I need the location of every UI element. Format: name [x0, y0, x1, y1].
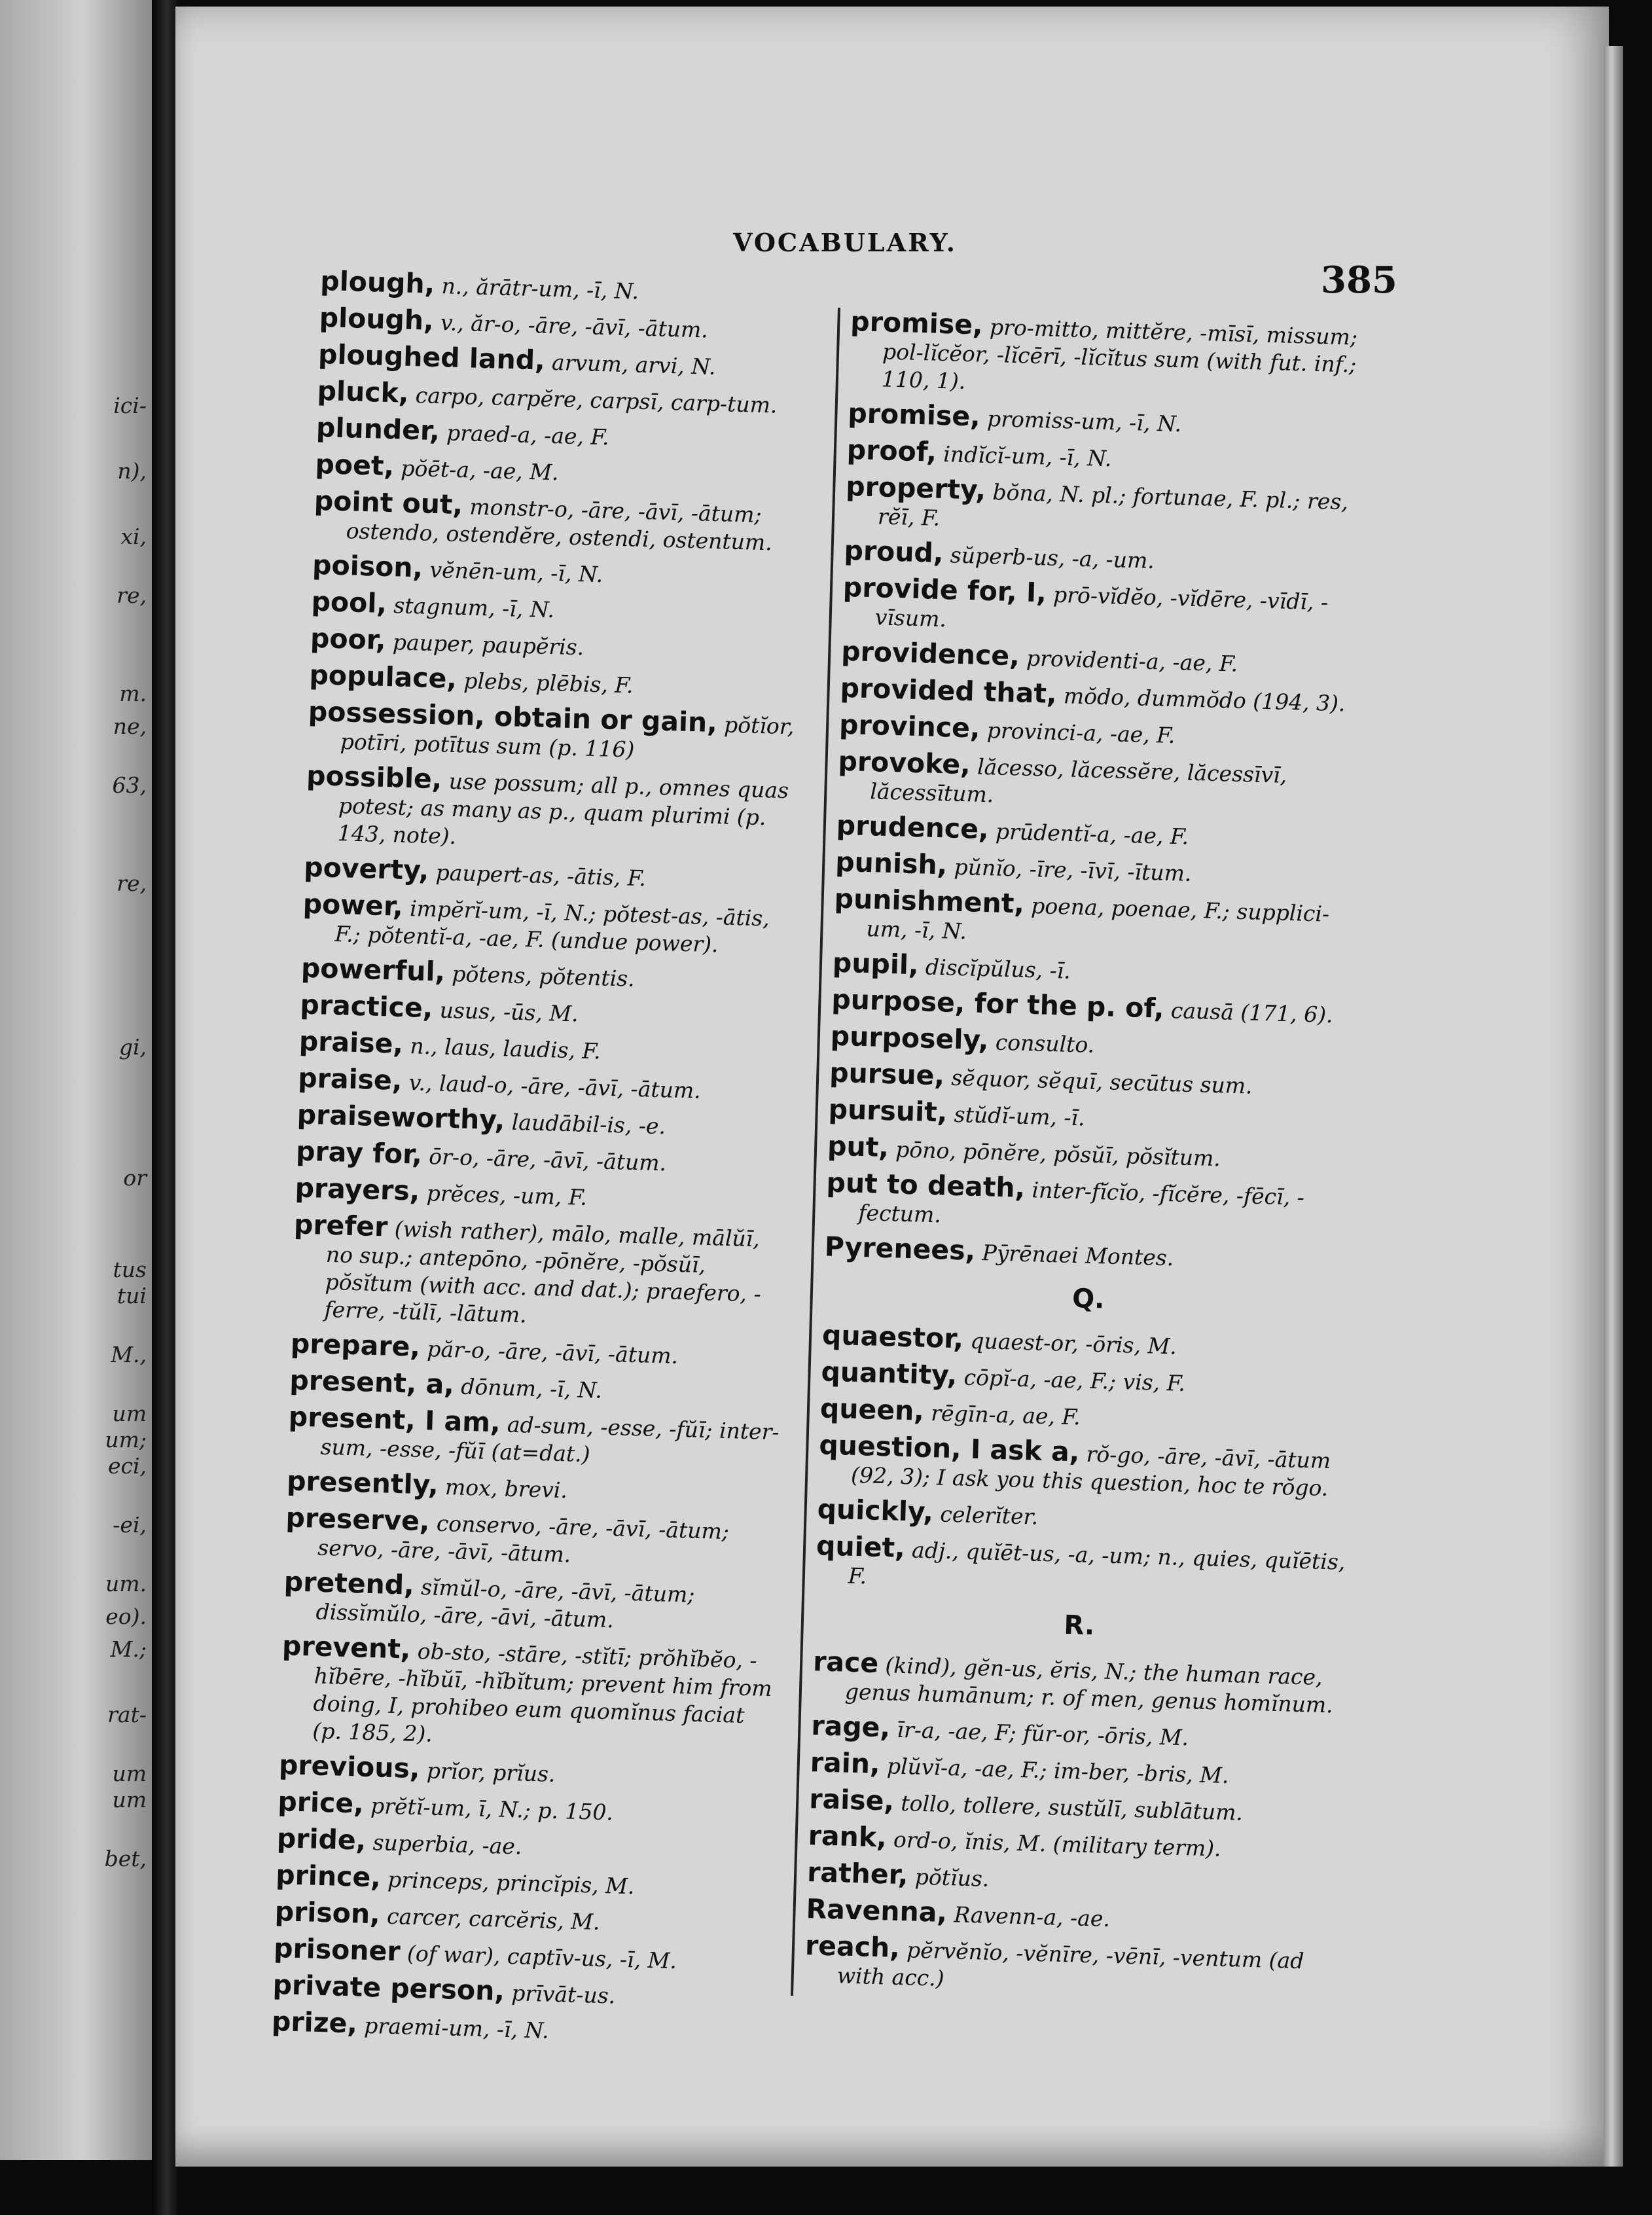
- entry-definition: laudābil-is, -e.: [504, 1109, 666, 1140]
- entry-definition: ōr-o, -āre, -āvī, -ātum.: [422, 1143, 667, 1176]
- vocabulary-entry: [313, 484, 812, 558]
- facing-page-fragment: [0, 0, 152, 2160]
- entry-headword: rage,: [810, 1710, 891, 1744]
- entry-headword: quaestor,: [821, 1319, 964, 1355]
- entry-headword: promise,: [847, 397, 981, 433]
- entry-headword: quiet,: [816, 1530, 906, 1564]
- entry-headword: rank,: [808, 1820, 888, 1854]
- facing-page-text-fragment: gi,: [118, 1034, 147, 1060]
- entry-headword: populace,: [308, 658, 458, 695]
- entry-headword: Ravenna,: [806, 1893, 948, 1929]
- vocabulary-entry: [285, 1504, 783, 1574]
- entry-headword: promise,: [850, 306, 984, 341]
- entry-headword: punishment,: [834, 882, 1025, 920]
- entry-headword: present, a,: [289, 1364, 455, 1401]
- entry-definition: prīvāt-us.: [504, 1979, 616, 2009]
- facing-page-text-fragment: re,: [117, 583, 147, 608]
- entry-headword: quantity,: [820, 1356, 958, 1392]
- vocabulary-entry: [307, 695, 806, 768]
- entry-headword: purpose, for the p. of,: [831, 983, 1165, 1024]
- facing-page-text-fragment: n),: [117, 458, 147, 484]
- entry-headword: pray for,: [295, 1135, 423, 1170]
- entry-definition: pro-mitto, mittĕre, -mīsī, missum; pol-lĭcĕor, -lĭcērī, -lĭcĭtus sum (with fut. inf.; 110, 1).: [881, 314, 1358, 394]
- entry-definition: v., laud-o, -āre, -āvī, -ātum.: [401, 1069, 702, 1104]
- entry-headword: punish,: [835, 846, 948, 881]
- vocabulary-entry: [848, 308, 1380, 407]
- entry-definition: plŭvĭ-a, -ae, F.; im-ber, -bris, M.: [879, 1753, 1230, 1788]
- entry-headword: private person,: [272, 1968, 505, 2007]
- vocabulary-entry: [815, 1532, 1346, 1604]
- entry-definition: providenti-a, -ae, F.: [1019, 645, 1238, 677]
- entry-definition: carpo, carpĕre, carpsī, carp-tum.: [408, 382, 778, 418]
- entry-headword: proud,: [843, 534, 944, 569]
- entry-definition: prūdentĭ-a, -ae, F.: [988, 818, 1189, 850]
- book-gutter: [152, 0, 177, 2215]
- vocabulary-entry: [804, 1932, 1335, 2004]
- facing-page-text-fragment: 63,: [112, 772, 147, 798]
- vocabulary-entry: [304, 759, 804, 860]
- entry-headword: prince,: [275, 1859, 382, 1894]
- entry-headword: ploughed land,: [317, 338, 546, 376]
- entry-definition: bŏna, N. pl.; fortunae, F. pl.; res, rĕī, F.: [877, 478, 1349, 531]
- vocabulary-entry: [283, 1568, 781, 1638]
- entry-definition: celerĭter.: [933, 1501, 1039, 1530]
- entry-headword: Pyrenees,: [824, 1231, 976, 1267]
- entry-definition: monstr-o, -āre, -āvī, -ātum; ostendo, ostendĕre, ostendi, ostentum.: [346, 494, 773, 556]
- entry-definition: mŏdo, dummŏdo (194, 3).: [1056, 683, 1346, 717]
- entry-headword: poison,: [312, 549, 423, 584]
- entry-definition: vĕnēn-um, -ī, N.: [422, 556, 603, 588]
- entry-headword: reach,: [804, 1930, 901, 1964]
- entry-headword: pupil,: [832, 946, 920, 981]
- entry-definition: mox, brevi.: [438, 1473, 568, 1504]
- entry-definition: arvum, arvi, N.: [545, 349, 717, 380]
- entry-headword: put to death,: [825, 1166, 1026, 1204]
- facing-page-text-fragment: eo).: [105, 1604, 147, 1629]
- vocabulary-entry: [842, 573, 1373, 645]
- entry-definition: pŏtĭus.: [907, 1864, 990, 1892]
- entry-definition: pōno, pōnĕre, pŏsŭī, pŏsĭtum.: [888, 1136, 1221, 1172]
- entry-headword: praise,: [297, 1062, 403, 1096]
- entry-headword: possession, obtain or gain,: [308, 695, 718, 739]
- page-number: 385: [1321, 259, 1397, 302]
- entry-headword: rather,: [806, 1856, 909, 1891]
- entry-headword: pursue,: [829, 1056, 945, 1092]
- entry-definition: poena, poenae, F.; supplici-um, -ī, N.: [865, 892, 1330, 945]
- entry-definition: (of war), captīv-us, -ī, M.: [400, 1940, 677, 1974]
- vocabulary-entry: [828, 1093, 1359, 1140]
- entry-headword: put,: [827, 1130, 889, 1164]
- entry-headword: poor,: [310, 622, 387, 656]
- entry-headword: praise,: [298, 1025, 404, 1060]
- entry-definition: v., ăr-o, -āre, -āvī, -ātum.: [433, 309, 709, 343]
- facing-page-text-fragment: rat-: [107, 1702, 147, 1727]
- facing-page-text-fragment: tus: [113, 1257, 147, 1282]
- entry-definition: carcer, carcĕris, M.: [380, 1903, 601, 1935]
- entry-headword: race: [812, 1646, 879, 1679]
- vocabulary-entry: [287, 1403, 786, 1473]
- entry-definition: Ravenn-a, -ae.: [946, 1901, 1111, 1932]
- entry-headword: power,: [302, 888, 404, 922]
- facing-page-text-fragment: xi,: [120, 524, 147, 549]
- entry-headword: pursuit,: [828, 1093, 948, 1128]
- entry-headword: provide for, I,: [842, 571, 1047, 609]
- entry-definition: sĭmŭl-o, -āre, -āvī, -ātum; dissĭmŭlo, -āre, -āvi, -ātum.: [315, 1574, 695, 1633]
- entry-headword: prison,: [274, 1896, 381, 1930]
- entry-headword: possible,: [306, 759, 443, 795]
- entry-headword: prudence,: [836, 809, 990, 846]
- vocabulary-entry: [818, 1431, 1350, 1503]
- facing-page-text-fragment: um: [112, 1787, 147, 1812]
- entry-headword: question, I ask a,: [818, 1429, 1080, 1468]
- entry-definition: impĕrĭ-um, -ī, N.; pŏtest-as, -ātis, F.; pŏtentĭ-a, -ae, F. (undue power).: [334, 895, 770, 958]
- entry-definition: pĕrvĕnĭo, -vĕnīre, -vēnī, -ventum (ad with acc.): [836, 1937, 1304, 1991]
- facing-page-text-fragment: -ei,: [113, 1512, 147, 1538]
- entry-headword: present, I am,: [288, 1401, 501, 1439]
- entry-definition: Pȳrēnaei Montes.: [975, 1239, 1174, 1271]
- vocabulary-entry: [809, 1785, 1340, 1829]
- entry-definition: praed-a, -ae, F.: [439, 420, 610, 450]
- entry-headword: pretend,: [283, 1566, 415, 1601]
- entry-headword: prefer: [293, 1208, 389, 1243]
- entry-definition: stagnum, -ī, N.: [386, 592, 555, 623]
- entry-headword: point out,: [314, 484, 463, 521]
- facing-page-text-fragment: um;: [105, 1427, 147, 1452]
- entry-definition: usus, -ūs, M.: [432, 997, 579, 1027]
- vocabulary-entry: [291, 1210, 791, 1336]
- section-letter: Q.: [1071, 1284, 1105, 1315]
- entry-definition: dōnum, -ī, N.: [454, 1373, 603, 1403]
- entry-headword: provided that,: [840, 672, 1058, 710]
- entry-definition: superbia, -ae.: [365, 1829, 522, 1860]
- entry-definition: use possum; all p., omnes quas potest; as many as p., quam plurimi (p. 143, note).: [337, 768, 789, 850]
- facing-page-text-fragment: or: [123, 1165, 147, 1191]
- running-head: VOCABULARY.: [733, 228, 957, 257]
- entry-headword: preserve,: [285, 1502, 431, 1538]
- entry-definition: stŭdĭ-um, -ī.: [946, 1101, 1086, 1131]
- entry-definition: ad-sum, -esse, -fŭī; inter-sum, -esse, -fŭī (at=dat.): [320, 1411, 780, 1468]
- facing-page-text-fragment: bet,: [104, 1846, 147, 1871]
- entry-definition: discĭpŭlus, -ī.: [918, 954, 1071, 984]
- entry-headword: price,: [277, 1786, 365, 1820]
- entry-headword: property,: [845, 470, 986, 506]
- entry-headword: practice,: [299, 988, 434, 1024]
- section-letter: R.: [1063, 1610, 1095, 1642]
- vocabulary-entry: [812, 1648, 1343, 1720]
- entry-definition: ob-sto, -stāre, -stĭtī; prŏhĭbĕo, -hĭbēre, -hĭbŭī, -hĭbĭtum; prevent him from doing, I, prohibeo eum quomĭnus faciat (p. 185, 2).: [312, 1638, 773, 1747]
- entry-definition: promiss-um, -ī, N.: [980, 405, 1182, 437]
- entry-headword: presently,: [286, 1465, 439, 1501]
- entry-definition: lăcesso, lăcessĕre, lăcessīvī, lăcessītum.: [869, 753, 1287, 808]
- entry-definition: prō-vĭdĕo, -vĭdēre, -vīdī, -vīsum.: [874, 581, 1329, 632]
- entry-definition: prĕtĭ-um, ī, N.; p. 150.: [363, 1792, 614, 1826]
- vocabulary-entry: [837, 747, 1369, 819]
- entry-definition: pŏtens, pŏtentis.: [444, 960, 636, 992]
- entry-headword: province,: [838, 708, 981, 744]
- entry-headword: praiseworthy,: [296, 1098, 506, 1136]
- vocabulary-entry: [811, 1712, 1342, 1756]
- vocabulary-entry: [825, 1168, 1357, 1240]
- entry-definition: causā (171, 6).: [1163, 997, 1334, 1028]
- entry-definition: prĭor, prĭus.: [419, 1757, 556, 1787]
- entry-definition: conservo, -āre, -āvī, -ātum; servo, -āre, -āvī, -ātum.: [317, 1510, 730, 1568]
- facing-page-text-fragment: tui: [117, 1283, 147, 1308]
- entry-definition: sŭperb-us, -a, -um.: [943, 542, 1155, 574]
- facing-page-text-fragment: um: [112, 1401, 147, 1426]
- facing-page-text-fragment: ne,: [113, 713, 147, 739]
- entry-headword: poet,: [314, 448, 395, 482]
- entry-headword: pluck,: [317, 374, 410, 409]
- entry-definition: n., ărātr-um, -ī, N.: [434, 272, 639, 304]
- entry-headword: pool,: [311, 585, 387, 620]
- entry-definition: prĕces, -um, F.: [419, 1180, 588, 1210]
- entry-headword: raise,: [808, 1783, 895, 1817]
- entry-definition: provinci-a, -ae, F.: [979, 717, 1176, 749]
- entry-definition: princeps, princĭpis, M.: [380, 1866, 636, 1900]
- entry-headword: prayers,: [295, 1172, 421, 1207]
- entry-headword: proof,: [846, 433, 937, 468]
- vocabulary-entry: [845, 470, 1376, 545]
- entry-headword: plunder,: [315, 411, 440, 447]
- vocabulary-entry: [271, 2005, 769, 2051]
- entry-headword: quickly,: [817, 1493, 934, 1528]
- entry-definition: consulto.: [988, 1029, 1095, 1058]
- entry-definition: pŏtĭor, potīri, potītus sum (p. 116): [340, 711, 795, 763]
- entry-definition: rŏ-go, -āre, -āvī, -ātum (92, 3); I ask you this question, hoc te rŏgo.: [850, 1441, 1331, 1502]
- entry-definition: inter-fĭcĭo, -fĭcĕre, -fēcī, -fectum.: [857, 1176, 1305, 1228]
- facing-page-text-fragment: m.: [119, 681, 147, 706]
- facing-page-text-fragment: M.;: [110, 1636, 147, 1662]
- entry-headword: plough,: [319, 301, 435, 336]
- entry-definition: paupert-as, -ātis, F.: [428, 859, 647, 891]
- entry-headword: prevent,: [281, 1630, 412, 1665]
- entry-definition: indĭcĭ-um, -ī, N.: [936, 441, 1112, 472]
- entry-headword: rain,: [810, 1746, 881, 1780]
- entry-headword: powerful,: [300, 952, 446, 988]
- vocabulary-entry: [833, 882, 1365, 957]
- entry-definition: ord-o, ĭnis, M. (military term).: [886, 1826, 1222, 1862]
- vocabulary-entry: [302, 890, 800, 961]
- facing-page-text-fragment: eci,: [107, 1453, 147, 1479]
- entry-headword: prepare,: [290, 1327, 421, 1363]
- right-column: [804, 308, 1381, 2011]
- entry-definition: adj., quĭēt-us, -a, -um; n., quies, quĭētis, F.: [848, 1537, 1346, 1589]
- entry-headword: queen,: [819, 1392, 925, 1427]
- entry-headword: pride,: [276, 1822, 367, 1856]
- entry-headword: providence,: [840, 635, 1020, 672]
- facing-page-text-fragment: um: [112, 1761, 147, 1786]
- entry-definition: (kind), gĕn-us, ĕris, N.; the human race, genus humānum; r. of men, genus homĭnum.: [844, 1651, 1334, 1718]
- entry-definition: praemi-um, -ī, N.: [357, 2012, 550, 2044]
- vocabulary-entry: [824, 1233, 1355, 1277]
- entry-definition: sĕquor, sĕquī, secūtus sum.: [944, 1064, 1253, 1099]
- facing-page-text-fragment: re,: [117, 871, 147, 896]
- entry-definition: (wish rather), mālo, malle, mālŭī, no sup.; antepōno, -pōnĕre, -pŏsŭī, pŏsĭtum (with acc. and dat.); praefero, -ferre, -tŭlī, -lātum.: [323, 1216, 762, 1328]
- entry-definition: quaest-or, -ōris, M.: [963, 1327, 1177, 1360]
- entry-headword: plough,: [319, 265, 435, 300]
- entry-definition: rēgīn-a, ae, F.: [924, 1399, 1081, 1430]
- left-column: [271, 267, 818, 2058]
- entry-headword: previous,: [278, 1749, 421, 1785]
- entry-headword: prize,: [271, 2005, 358, 2040]
- entry-definition: n., laus, laudis, F.: [403, 1032, 602, 1064]
- entry-headword: poverty,: [303, 851, 429, 886]
- entry-headword: provoke,: [837, 745, 971, 781]
- facing-page-text-fragment: M.,: [111, 1342, 147, 1367]
- facing-page-text-fragment: um.: [105, 1571, 147, 1596]
- entry-definition: cōpĭ-a, -ae, F.; vis, F.: [956, 1364, 1186, 1396]
- entry-definition: pauper, paupĕris.: [385, 629, 584, 660]
- entry-definition: pŭnĭo, -īre, -īvī, -ītum.: [946, 854, 1192, 886]
- entry-definition: īr-a, -ae, F; fŭr-or, -ōris, M.: [889, 1716, 1189, 1751]
- entry-definition: plebs, plēbis, F.: [456, 668, 634, 698]
- entry-headword: prisoner: [273, 1932, 401, 1968]
- entry-definition: pŏēt-a, -ae, M.: [393, 455, 560, 486]
- entry-headword: purposely,: [830, 1020, 990, 1056]
- vocabulary-entry: [279, 1632, 780, 1757]
- entry-definition: păr-o, -āre, -āvī, -ātum.: [420, 1335, 679, 1369]
- entry-definition: tollo, tollere, sustŭlī, sublātum.: [893, 1790, 1244, 1826]
- facing-page-text-fragment: ici-: [113, 393, 147, 418]
- page-edge: [1604, 46, 1623, 2167]
